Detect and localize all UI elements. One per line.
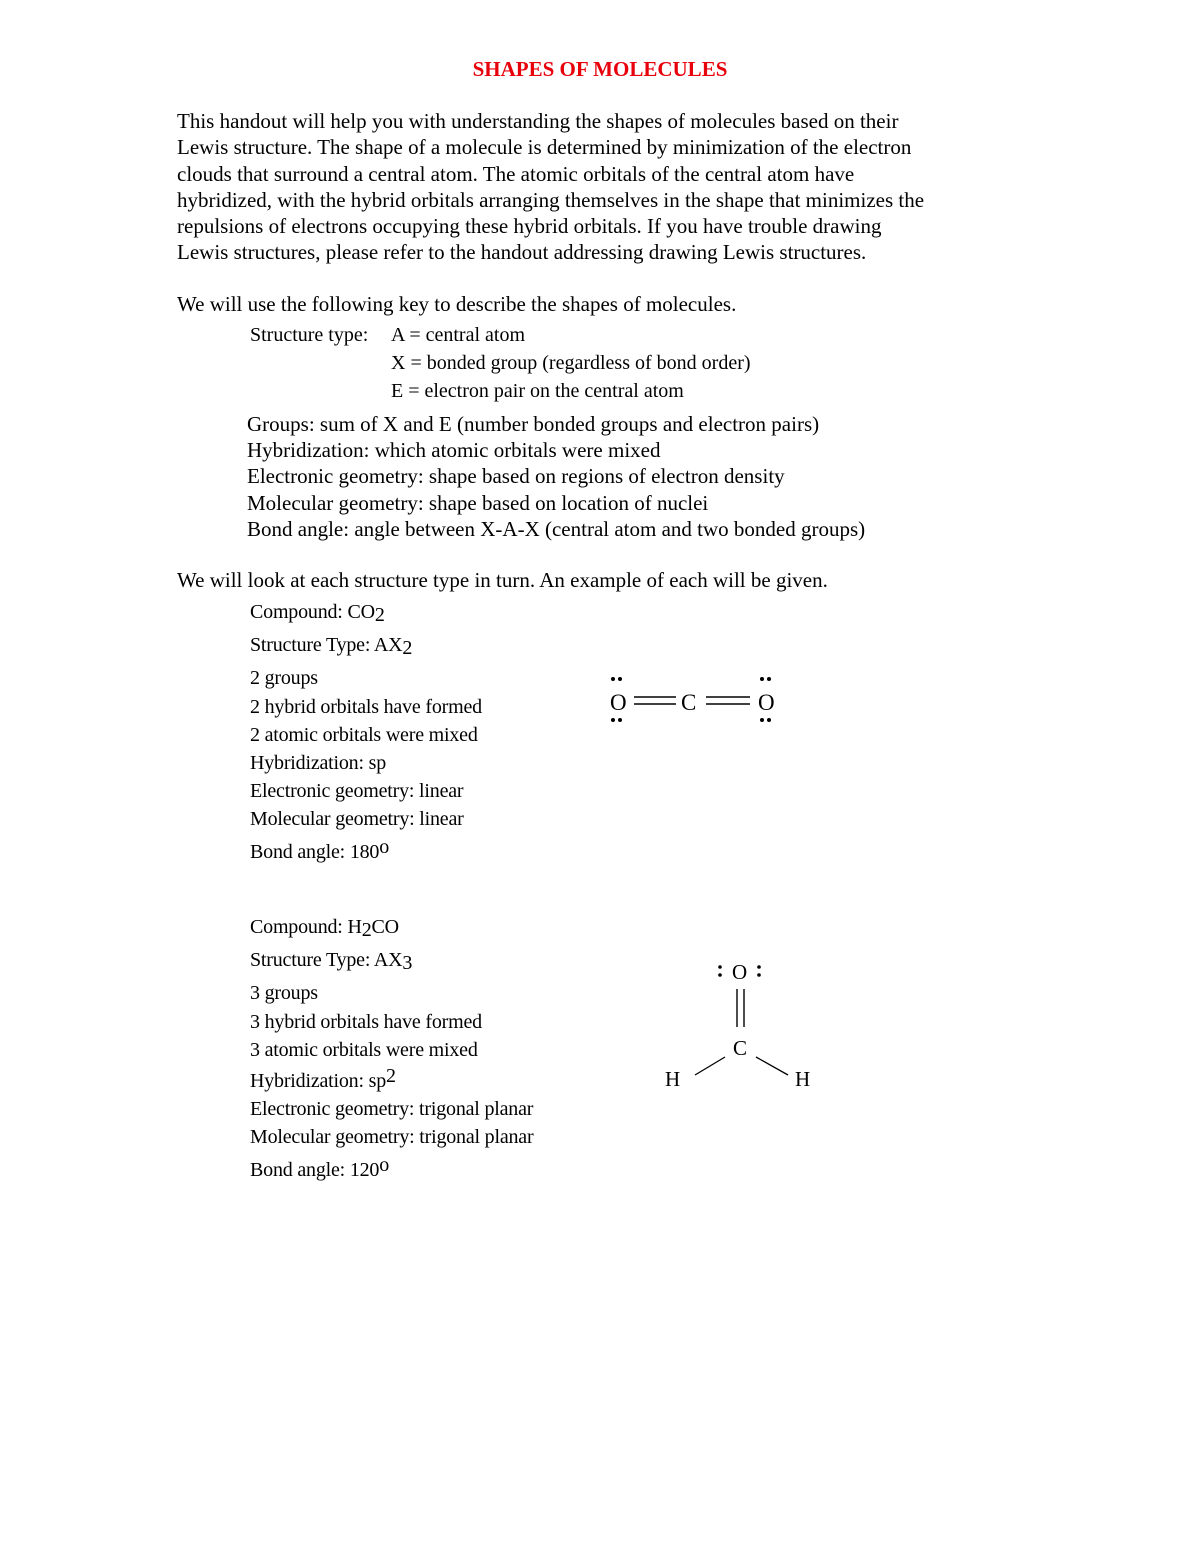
groups-row: 3 groups	[250, 982, 318, 1005]
hybridization-row: Hybridization: $sp^2$	[250, 1065, 396, 1093]
lewis-atom-c: C	[681, 690, 697, 715]
compound-row: Compound: $CO_2$	[250, 601, 385, 626]
hybridization-row: Hybridization: sp	[250, 752, 387, 775]
compound-row: Compound: $H_2CO$	[250, 916, 399, 941]
molecular-geometry-row: Molecular geometry: trigonal planar	[250, 1126, 534, 1149]
intro-line: repulsions of electrons occupying these hybrid orbitals. If you have trouble drawing	[177, 214, 882, 239]
intro-line: hybridized, with the hybrid orbitals arranging themselves in the shape that minimizes the	[177, 187, 925, 212]
electronic-geometry-row: Electronic geometry: trigonal planar	[250, 1098, 534, 1121]
definition-molecular-geometry: Molecular geometry: shape based on location of nuclei	[247, 490, 709, 515]
structure-type-row: Structure Type: $AX_3$	[250, 949, 413, 975]
key-bonded-group: X = bonded group (regardless of bond order)	[391, 352, 751, 374]
lewis-atom-o: O	[758, 690, 775, 715]
key-central-atom: A = central atom	[391, 324, 526, 346]
intro-line: Lewis structure. The shape of a molecule is determined by minimization of the electron	[177, 135, 912, 160]
lewis-atom-o: O	[610, 690, 627, 715]
molecular-geometry-row: Molecular geometry: linear	[250, 808, 464, 831]
lewis-atom-o: O	[732, 960, 748, 984]
lewis-atom-h: H	[795, 1067, 811, 1091]
definition-bond-angle: Bond angle: angle between X-A-X (central atom and two bonded groups)	[247, 516, 866, 541]
bond-angle-row: Bond angle: 120$^o$	[250, 1153, 390, 1181]
hybrid-orbitals-row: 2 hybrid orbitals have formed	[250, 695, 482, 718]
lewis-atom-h: H	[665, 1067, 681, 1091]
intro-line: Lewis structures, please refer to the handout addressing drawing Lewis structures.	[177, 240, 867, 265]
examples-intro: We will look at each structure type in turn. An example of each will be given.	[177, 568, 828, 592]
key-label: Structure type:	[250, 324, 369, 346]
intro-line: This handout will help you with understanding the shapes of molecules based on their	[177, 109, 899, 133]
h2co-lewis-structure	[655, 955, 825, 1095]
definition-groups: Groups: sum of X and E (number bonded groups and electron pairs)	[247, 412, 820, 436]
definitions-list	[247, 411, 865, 542]
electronic-geometry-row: Electronic geometry: linear	[250, 780, 464, 803]
groups-row: 2 groups	[250, 667, 318, 690]
intro-line: clouds that surround a central atom. The atomic orbitals of the central atom have	[177, 161, 855, 186]
lewis-atom-c: C	[733, 1036, 748, 1060]
key-intro: We will use the following key to describe the shapes of molecules.	[177, 292, 737, 316]
example-co2	[250, 598, 482, 866]
bond-angle-row: Bond angle: 180$^o$	[250, 835, 390, 863]
structure-type-row: Structure Type: $AX_2$	[250, 634, 413, 660]
co2-lewis-structure	[600, 668, 790, 728]
intro-paragraph	[177, 108, 1037, 266]
definition-hybridization: Hybridization: which atomic orbitals were mixed	[247, 438, 661, 463]
page-title: SHAPES OF MOLECULES	[472, 57, 728, 81]
atomic-orbitals-row: 3 atomic orbitals were mixed	[250, 1038, 478, 1061]
key-electron-pair: E = electron pair on the central atom	[391, 380, 684, 402]
example-h2co	[250, 913, 533, 1184]
definition-electronic-geometry: Electronic geometry: shape based on regions of electron density	[247, 464, 785, 489]
hybrid-orbitals-row: 3 hybrid orbitals have formed	[250, 1010, 482, 1033]
atomic-orbitals-row: 2 atomic orbitals were mixed	[250, 723, 478, 746]
